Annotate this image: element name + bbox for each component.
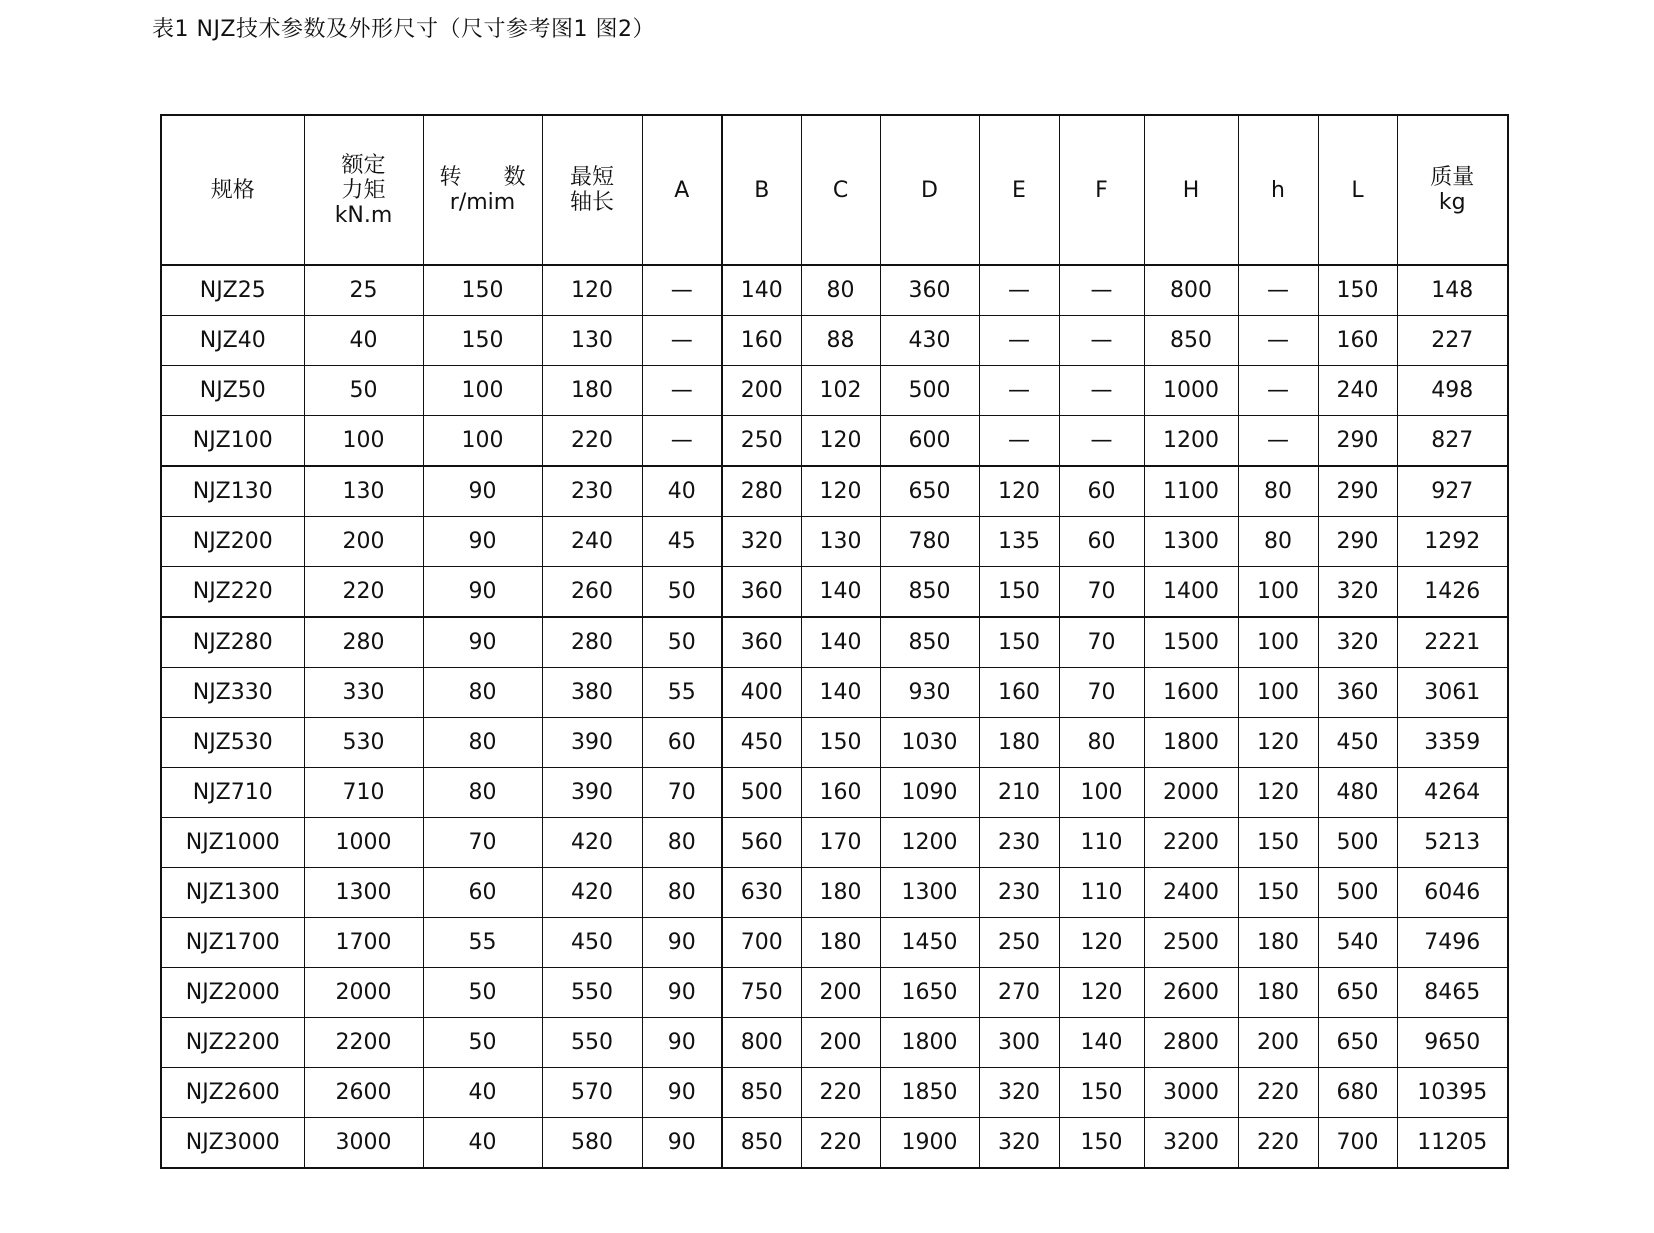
cell-H: 1000	[1144, 366, 1238, 416]
cell-mass: 10395	[1397, 1068, 1508, 1118]
cell-H: 2200	[1144, 818, 1238, 868]
cell-e: 180	[979, 718, 1059, 768]
cell-e: —	[979, 265, 1059, 316]
cell-b: 850	[722, 1068, 801, 1118]
cell-b: 140	[722, 265, 801, 316]
cell-l: 480	[1318, 768, 1397, 818]
cell-mass: 1292	[1397, 517, 1508, 567]
cell-speed: 90	[423, 517, 542, 567]
header-torque	[304, 115, 423, 265]
header-f: F	[1059, 115, 1144, 265]
cell-speed: 50	[423, 1018, 542, 1068]
cell-c: 102	[801, 366, 880, 416]
cell-b: 450	[722, 718, 801, 768]
cell-d: 1900	[880, 1118, 979, 1169]
cell-speed: 80	[423, 718, 542, 768]
cell-speed: 150	[423, 265, 542, 316]
header-mass-label: 质量	[1430, 165, 1475, 190]
cell-d: 930	[880, 668, 979, 718]
cell-H: 1200	[1144, 416, 1238, 467]
cell-mass: 148	[1397, 265, 1508, 316]
cell-f: 120	[1059, 968, 1144, 1018]
table-row	[161, 366, 1508, 416]
cell-torque: 530	[304, 718, 423, 768]
cell-b: 800	[722, 1018, 801, 1068]
cell-e: 320	[979, 1118, 1059, 1169]
cell-torque: 100	[304, 416, 423, 467]
header-speed-unit: r/mim	[449, 190, 516, 215]
cell-spec: NJZ220	[161, 567, 304, 618]
cell-f: 70	[1059, 567, 1144, 618]
header-c: C	[801, 115, 880, 265]
cell-h-small: 150	[1238, 868, 1318, 918]
cell-a: 90	[642, 1068, 722, 1118]
cell-c: 140	[801, 567, 880, 618]
cell-h-small: 220	[1238, 1118, 1318, 1169]
cell-torque: 1300	[304, 868, 423, 918]
header-mass-unit: kg	[1438, 190, 1466, 215]
cell-H: 3000	[1144, 1068, 1238, 1118]
cell-l: 360	[1318, 668, 1397, 718]
cell-a: 80	[642, 868, 722, 918]
cell-h-small: 180	[1238, 918, 1318, 968]
cell-c: 220	[801, 1068, 880, 1118]
cell-mass: 3061	[1397, 668, 1508, 718]
cell-b: 560	[722, 818, 801, 868]
cell-speed: 80	[423, 768, 542, 818]
cell-e: 230	[979, 868, 1059, 918]
cell-torque: 1000	[304, 818, 423, 868]
cell-speed: 60	[423, 868, 542, 918]
cell-torque: 3000	[304, 1118, 423, 1169]
cell-H: 3200	[1144, 1118, 1238, 1169]
cell-speed: 90	[423, 567, 542, 618]
cell-torque: 50	[304, 366, 423, 416]
header-h-small: h	[1238, 115, 1318, 265]
table-row	[161, 466, 1508, 517]
cell-speed: 55	[423, 918, 542, 968]
cell-shaft: 570	[542, 1068, 642, 1118]
cell-d: 1450	[880, 918, 979, 968]
cell-torque: 2600	[304, 1068, 423, 1118]
cell-torque: 130	[304, 466, 423, 517]
cell-e: 120	[979, 466, 1059, 517]
cell-torque: 710	[304, 768, 423, 818]
cell-d: 1200	[880, 818, 979, 868]
cell-c: 170	[801, 818, 880, 868]
cell-b: 850	[722, 1118, 801, 1169]
cell-shaft: 420	[542, 868, 642, 918]
cell-mass: 827	[1397, 416, 1508, 467]
cell-b: 500	[722, 768, 801, 818]
cell-speed: 100	[423, 416, 542, 467]
cell-torque: 200	[304, 517, 423, 567]
table-row	[161, 567, 1508, 618]
header-H: H	[1144, 115, 1238, 265]
cell-a: 90	[642, 1018, 722, 1068]
cell-c: 140	[801, 668, 880, 718]
cell-a: —	[642, 366, 722, 416]
cell-h-small: 180	[1238, 968, 1318, 1018]
cell-f: 60	[1059, 466, 1144, 517]
table-row	[161, 768, 1508, 818]
cell-e: 230	[979, 818, 1059, 868]
cell-h-small: —	[1238, 366, 1318, 416]
cell-e: 270	[979, 968, 1059, 1018]
cell-d: 500	[880, 366, 979, 416]
cell-c: 200	[801, 1018, 880, 1068]
cell-c: 120	[801, 416, 880, 467]
cell-l: 290	[1318, 517, 1397, 567]
cell-torque: 2200	[304, 1018, 423, 1068]
table-caption: 表1 NJZ技术参数及外形尺寸（尺寸参考图1 图2）	[152, 17, 655, 42]
cell-h-small: 80	[1238, 517, 1318, 567]
cell-mass: 11205	[1397, 1118, 1508, 1169]
cell-shaft: 450	[542, 918, 642, 968]
cell-e: —	[979, 416, 1059, 467]
cell-mass: 927	[1397, 466, 1508, 517]
header-speed-char1: 转	[439, 165, 462, 190]
cell-d: 850	[880, 567, 979, 618]
table-row	[161, 265, 1508, 316]
cell-H: 2600	[1144, 968, 1238, 1018]
cell-speed: 150	[423, 316, 542, 366]
table-row	[161, 1118, 1508, 1169]
cell-H: 1800	[1144, 718, 1238, 768]
cell-mass: 498	[1397, 366, 1508, 416]
cell-h-small: —	[1238, 416, 1318, 467]
cell-torque: 1700	[304, 918, 423, 968]
cell-b: 200	[722, 366, 801, 416]
cell-a: 90	[642, 1118, 722, 1169]
header-a: A	[642, 115, 722, 265]
cell-mass: 1426	[1397, 567, 1508, 618]
cell-l: 450	[1318, 718, 1397, 768]
cell-spec: NJZ1000	[161, 818, 304, 868]
cell-shaft: 130	[542, 316, 642, 366]
table-row	[161, 517, 1508, 567]
cell-torque: 25	[304, 265, 423, 316]
cell-e: —	[979, 366, 1059, 416]
cell-f: 150	[1059, 1118, 1144, 1169]
cell-h-small: —	[1238, 265, 1318, 316]
table-row	[161, 718, 1508, 768]
cell-spec: NJZ40	[161, 316, 304, 366]
cell-shaft: 240	[542, 517, 642, 567]
cell-a: 50	[642, 617, 722, 668]
table-row	[161, 617, 1508, 668]
cell-l: 150	[1318, 265, 1397, 316]
cell-a: 50	[642, 567, 722, 618]
cell-c: 120	[801, 466, 880, 517]
header-shaft-line1: 最短	[569, 165, 614, 190]
cell-spec: NJZ1300	[161, 868, 304, 918]
cell-d: 360	[880, 265, 979, 316]
cell-shaft: 120	[542, 265, 642, 316]
table-row	[161, 668, 1508, 718]
cell-d: 1650	[880, 968, 979, 1018]
cell-e: 300	[979, 1018, 1059, 1068]
header-mass	[1397, 115, 1508, 265]
cell-shaft: 390	[542, 768, 642, 818]
cell-speed: 80	[423, 668, 542, 718]
cell-speed: 50	[423, 968, 542, 1018]
cell-d: 780	[880, 517, 979, 567]
cell-c: 180	[801, 918, 880, 968]
header-shaft-line2: 轴长	[569, 190, 614, 215]
cell-a: 80	[642, 818, 722, 868]
cell-torque: 40	[304, 316, 423, 366]
header-e: E	[979, 115, 1059, 265]
table-row	[161, 1018, 1508, 1068]
header-d: D	[880, 115, 979, 265]
cell-shaft: 380	[542, 668, 642, 718]
cell-mass: 227	[1397, 316, 1508, 366]
cell-d: 1300	[880, 868, 979, 918]
cell-mass: 7496	[1397, 918, 1508, 968]
cell-a: 90	[642, 968, 722, 1018]
cell-d: 1090	[880, 768, 979, 818]
cell-b: 750	[722, 968, 801, 1018]
cell-f: 70	[1059, 617, 1144, 668]
cell-a: 55	[642, 668, 722, 718]
cell-spec: NJZ2600	[161, 1068, 304, 1118]
table-row	[161, 316, 1508, 366]
cell-mass: 3359	[1397, 718, 1508, 768]
cell-mass: 4264	[1397, 768, 1508, 818]
cell-c: 220	[801, 1118, 880, 1169]
table-row	[161, 416, 1508, 467]
cell-spec: NJZ130	[161, 466, 304, 517]
cell-c: 150	[801, 718, 880, 768]
cell-mass: 9650	[1397, 1018, 1508, 1068]
cell-a: —	[642, 316, 722, 366]
cell-h-small: 200	[1238, 1018, 1318, 1068]
cell-h-small: 100	[1238, 668, 1318, 718]
cell-f: —	[1059, 316, 1144, 366]
cell-a: 70	[642, 768, 722, 818]
cell-spec: NJZ1700	[161, 918, 304, 968]
header-b: B	[722, 115, 801, 265]
cell-shaft: 390	[542, 718, 642, 768]
cell-spec: NJZ710	[161, 768, 304, 818]
cell-l: 500	[1318, 868, 1397, 918]
cell-spec: NJZ100	[161, 416, 304, 467]
cell-d: 600	[880, 416, 979, 467]
cell-b: 400	[722, 668, 801, 718]
cell-l: 650	[1318, 1018, 1397, 1068]
cell-H: 800	[1144, 265, 1238, 316]
cell-b: 630	[722, 868, 801, 918]
cell-d: 650	[880, 466, 979, 517]
cell-c: 80	[801, 265, 880, 316]
cell-H: 2400	[1144, 868, 1238, 918]
cell-e: 150	[979, 567, 1059, 618]
cell-speed: 70	[423, 818, 542, 868]
cell-e: 250	[979, 918, 1059, 968]
cell-spec: NJZ50	[161, 366, 304, 416]
cell-spec: NJZ25	[161, 265, 304, 316]
cell-f: 150	[1059, 1068, 1144, 1118]
cell-d: 1800	[880, 1018, 979, 1068]
cell-l: 650	[1318, 968, 1397, 1018]
cell-c: 180	[801, 868, 880, 918]
cell-a: 40	[642, 466, 722, 517]
cell-spec: NJZ280	[161, 617, 304, 668]
cell-c: 140	[801, 617, 880, 668]
cell-shaft: 230	[542, 466, 642, 517]
cell-l: 320	[1318, 567, 1397, 618]
cell-b: 360	[722, 567, 801, 618]
cell-shaft: 580	[542, 1118, 642, 1169]
cell-h-small: 80	[1238, 466, 1318, 517]
cell-h-small: 120	[1238, 768, 1318, 818]
cell-b: 320	[722, 517, 801, 567]
cell-e: 160	[979, 668, 1059, 718]
cell-H: 1400	[1144, 567, 1238, 618]
cell-shaft: 220	[542, 416, 642, 467]
cell-mass: 6046	[1397, 868, 1508, 918]
table-row	[161, 868, 1508, 918]
cell-torque: 280	[304, 617, 423, 668]
cell-f: 60	[1059, 517, 1144, 567]
table-row	[161, 968, 1508, 1018]
cell-d: 1030	[880, 718, 979, 768]
cell-l: 240	[1318, 366, 1397, 416]
cell-shaft: 180	[542, 366, 642, 416]
header-speed-char2: 数	[503, 165, 526, 190]
cell-H: 2000	[1144, 768, 1238, 818]
cell-H: 1100	[1144, 466, 1238, 517]
cell-a: 45	[642, 517, 722, 567]
cell-spec: NJZ330	[161, 668, 304, 718]
cell-f: 100	[1059, 768, 1144, 818]
cell-b: 700	[722, 918, 801, 968]
cell-c: 160	[801, 768, 880, 818]
cell-H: 1500	[1144, 617, 1238, 668]
cell-speed: 90	[423, 617, 542, 668]
header-l: L	[1318, 115, 1397, 265]
cell-e: 150	[979, 617, 1059, 668]
cell-shaft: 260	[542, 567, 642, 618]
header-torque-line2: 力矩	[341, 177, 386, 203]
header-spec: 规格	[161, 115, 304, 265]
cell-shaft: 550	[542, 1018, 642, 1068]
cell-speed: 40	[423, 1068, 542, 1118]
cell-f: —	[1059, 416, 1144, 467]
cell-a: —	[642, 265, 722, 316]
cell-a: 90	[642, 918, 722, 968]
cell-c: 200	[801, 968, 880, 1018]
header-row	[161, 115, 1508, 265]
cell-h-small: —	[1238, 316, 1318, 366]
table-row	[161, 1068, 1508, 1118]
cell-torque: 220	[304, 567, 423, 618]
cell-d: 430	[880, 316, 979, 366]
cell-l: 290	[1318, 466, 1397, 517]
table-row	[161, 818, 1508, 868]
cell-l: 500	[1318, 818, 1397, 868]
cell-H: 2500	[1144, 918, 1238, 968]
cell-f: 80	[1059, 718, 1144, 768]
cell-mass: 8465	[1397, 968, 1508, 1018]
cell-H: 1600	[1144, 668, 1238, 718]
cell-f: 140	[1059, 1018, 1144, 1068]
cell-c: 88	[801, 316, 880, 366]
cell-speed: 100	[423, 366, 542, 416]
cell-l: 540	[1318, 918, 1397, 968]
cell-mass: 2221	[1397, 617, 1508, 668]
header-torque-line1: 额定	[341, 152, 386, 178]
cell-spec: NJZ2200	[161, 1018, 304, 1068]
header-speed	[423, 115, 542, 265]
cell-h-small: 120	[1238, 718, 1318, 768]
cell-f: —	[1059, 265, 1144, 316]
cell-spec: NJZ200	[161, 517, 304, 567]
cell-spec: NJZ530	[161, 718, 304, 768]
cell-f: 120	[1059, 918, 1144, 968]
cell-f: —	[1059, 366, 1144, 416]
cell-spec: NJZ2000	[161, 968, 304, 1018]
cell-shaft: 420	[542, 818, 642, 868]
cell-b: 360	[722, 617, 801, 668]
cell-c: 130	[801, 517, 880, 567]
cell-l: 700	[1318, 1118, 1397, 1169]
cell-torque: 2000	[304, 968, 423, 1018]
cell-b: 280	[722, 466, 801, 517]
header-torque-unit: kN.m	[334, 202, 393, 228]
cell-a: 60	[642, 718, 722, 768]
cell-h-small: 100	[1238, 617, 1318, 668]
cell-b: 160	[722, 316, 801, 366]
cell-shaft: 280	[542, 617, 642, 668]
cell-h-small: 150	[1238, 818, 1318, 868]
cell-speed: 90	[423, 466, 542, 517]
cell-h-small: 100	[1238, 567, 1318, 618]
cell-l: 290	[1318, 416, 1397, 467]
cell-f: 110	[1059, 818, 1144, 868]
cell-e: 135	[979, 517, 1059, 567]
cell-f: 110	[1059, 868, 1144, 918]
cell-shaft: 550	[542, 968, 642, 1018]
cell-H: 850	[1144, 316, 1238, 366]
cell-mass: 5213	[1397, 818, 1508, 868]
cell-b: 250	[722, 416, 801, 467]
table-row	[161, 918, 1508, 968]
cell-d: 1850	[880, 1068, 979, 1118]
cell-d: 850	[880, 617, 979, 668]
spec-table	[160, 114, 1509, 1169]
cell-l: 320	[1318, 617, 1397, 668]
cell-l: 160	[1318, 316, 1397, 366]
cell-torque: 330	[304, 668, 423, 718]
cell-H: 1300	[1144, 517, 1238, 567]
cell-speed: 40	[423, 1118, 542, 1169]
cell-h-small: 220	[1238, 1068, 1318, 1118]
header-shaft	[542, 115, 642, 265]
cell-l: 680	[1318, 1068, 1397, 1118]
cell-e: —	[979, 316, 1059, 366]
cell-H: 2800	[1144, 1018, 1238, 1068]
cell-a: —	[642, 416, 722, 467]
cell-spec: NJZ3000	[161, 1118, 304, 1169]
cell-e: 210	[979, 768, 1059, 818]
table-body	[161, 265, 1508, 1168]
cell-e: 320	[979, 1068, 1059, 1118]
cell-f: 70	[1059, 668, 1144, 718]
